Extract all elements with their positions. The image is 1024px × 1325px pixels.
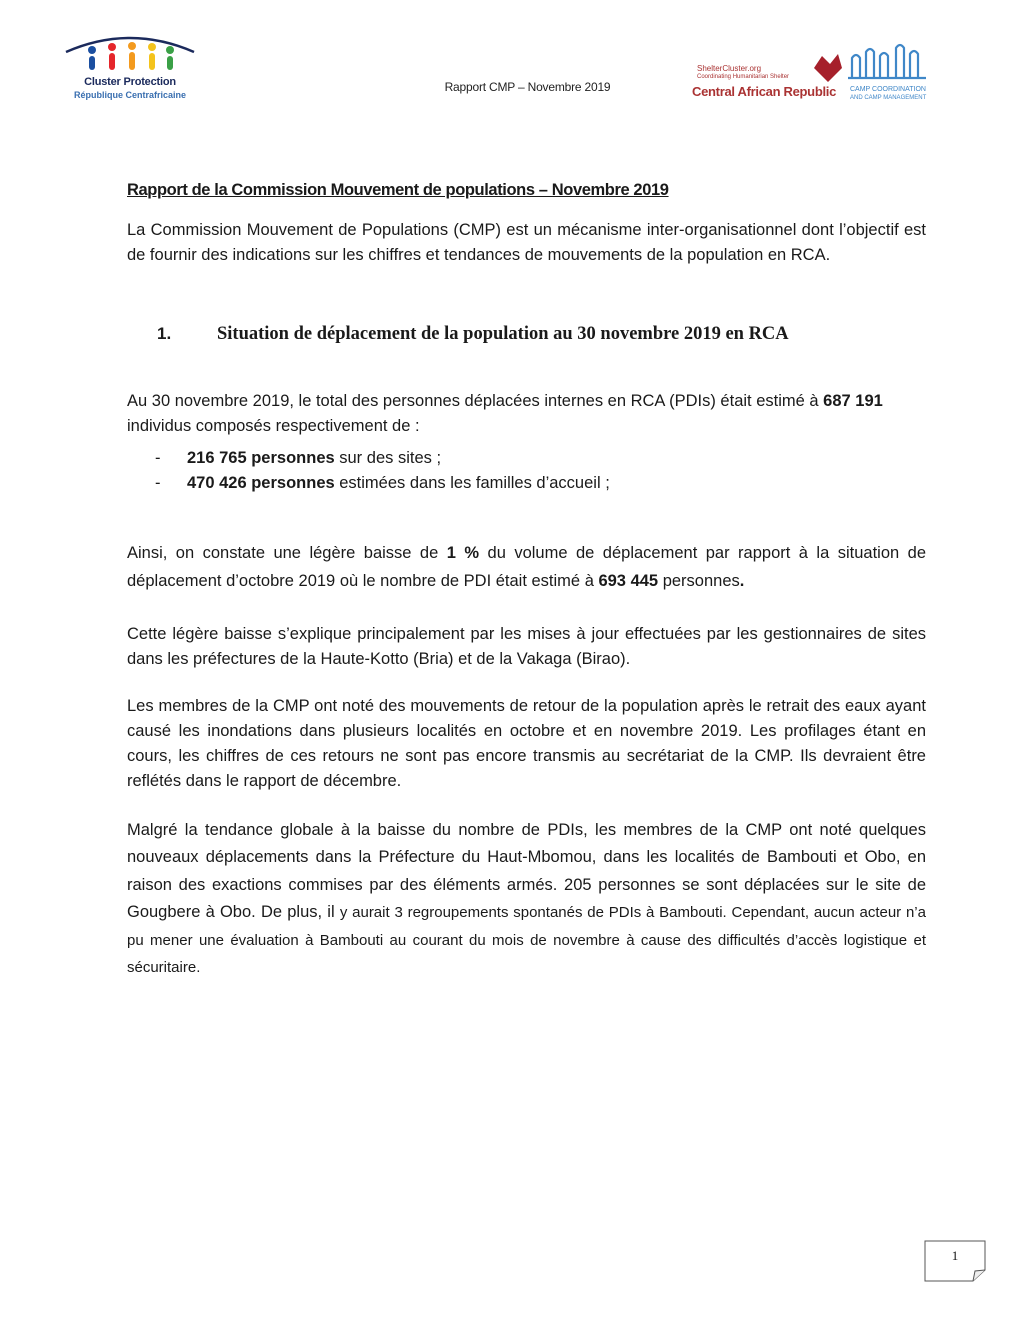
bullet-1-value: 216 765 personnes — [187, 449, 335, 467]
cluster-protection-logo — [60, 30, 200, 110]
intro-paragraph: La Commission Mouvement de Populations (CMP) est un mécanisme inter-organisationnel dont l’objectif est de fournir des indications sur les chiffres et tendances de mouvements de la population en RCA. — [127, 220, 926, 264]
logo-right-ccm-line2: AND CAMP MANAGEMENT — [850, 95, 927, 101]
list-bullet: - — [155, 474, 161, 492]
p2-period: . — [739, 571, 745, 590]
bullet-2-text: estimées dans les familles d’accueil ; — [334, 474, 610, 492]
page-number: 1 — [951, 1248, 959, 1263]
shelter-cccm-logo — [690, 38, 940, 108]
paragraph-new-displacements — [127, 817, 926, 982]
p2-text-b: du volume de déplacement par rapport à la situation de déplacement d’octobre 2019 où le nombre de PDI était estimé à — [127, 543, 926, 590]
logo-right-tagline: Coordinating Humanitarian Shelter — [697, 74, 790, 80]
list-item — [155, 446, 610, 471]
logo-right-site: ShelterCluster.org — [697, 64, 762, 73]
section-1-title: Situation de déplacement de la population au 30 novembre 2019 en RCA — [217, 324, 789, 344]
paragraph-trend — [127, 539, 926, 595]
list-bullet: - — [155, 449, 161, 467]
p1-total-value: 687 191 — [823, 391, 883, 410]
paragraph-returns: Les membres de la CMP ont noté des mouvements de retour de la population après le retrait des eaux ayant causé les inondations dans plusieurs localités en octobre et en novembre 2019. Les profilages étant en cours, les chiffres de ces retours ne sont pas encore transmis au secrétariat de la CMP. Ils devraient être reflétés dans le rapport de décembre. — [127, 696, 926, 790]
logo-right-country: Central African Republic — [692, 84, 837, 99]
bullet-1-text: sur des sites ; — [334, 449, 442, 467]
cccm-people-icon — [808, 38, 938, 86]
list-item — [155, 471, 610, 496]
cluster-protection-people-icon — [60, 30, 200, 76]
logo-left-line1: Cluster Protection — [84, 76, 176, 88]
p1-text-before: Au 30 novembre 2019, le total des personnes déplacées internes en RCA (PDIs) était estimé à — [127, 391, 824, 410]
p5-text-b: y aurait 3 regroupements spontanés de PDIs à Bambouti. Cependant, aucun acteur n’a pu mener une évaluation à Bambouti au courant du mois de novembre à cause des difficultés d’accès logistique et sécuritaire. — [127, 904, 926, 976]
section-1-number: 1. — [157, 324, 172, 343]
paragraph-total-idps — [127, 389, 926, 439]
section-1-heading — [157, 324, 789, 345]
p2-percent: 1 % — [446, 543, 480, 562]
p2-october-total: 693 445 — [598, 571, 659, 590]
logo-left-line2: République Centrafricaine — [73, 90, 187, 100]
paragraph-explanation: Cette légère baisse s’explique principalement par les mises à jour effectuées par les gestionnaires de sites dans les préfectures de la Haute-Kotto (Bria) et de la Vakaga (Birao). — [127, 624, 926, 668]
p2-text-c: personnes — [658, 571, 740, 590]
page-number-box — [924, 1240, 986, 1282]
logo-right-ccm-line1: CAMP COORDINATION — [850, 86, 926, 93]
p2-text-a: Ainsi, on constate une légère baisse de — [127, 543, 447, 562]
p1-text-after: individus composés respectivement de : — [127, 416, 420, 435]
p5-text-a: Malgré la tendance globale à la baisse du nombre de PDIs, les membres de la CMP ont noté quelques nouveaux déplacements dans la Préfecture du Haut-Mbomou, dans les localités de Bambouti et Obo, en raison des exactions commises par des éléments armés. 205 personnes se sont déplacées sur le site de Gougbere à Obo. De plus, il — [127, 820, 926, 921]
idp-breakdown-list — [155, 446, 610, 496]
header-title: Rapport CMP – Novembre 2019 — [444, 80, 611, 94]
bullet-2-value: 470 426 personnes — [187, 474, 335, 492]
document-title: Rapport de la Commission Mouvement de populations – Novembre 2019 — [127, 180, 669, 199]
